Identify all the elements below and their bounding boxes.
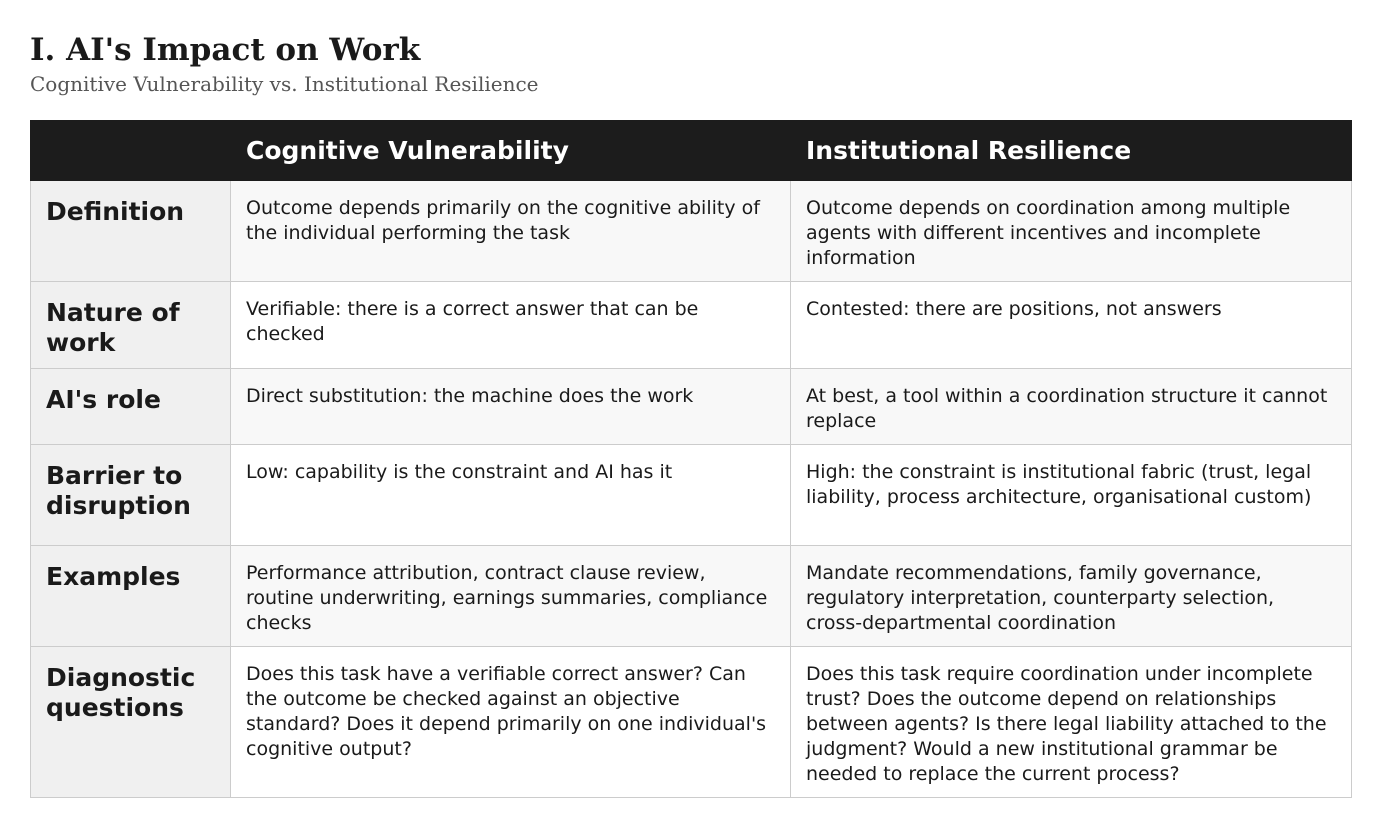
row-label: Diagnostic questions: [31, 647, 231, 798]
page-title: I. AI's Impact on Work: [30, 32, 421, 68]
row-label: AI's role: [31, 369, 231, 445]
institutional-cell: Contested: there are positions, not answers: [791, 282, 1352, 369]
table-header-row: [31, 121, 1352, 181]
institutional-cell: High: the constraint is institutional fabric (trust, legal liability, process architecture, organisational custom): [791, 445, 1352, 546]
row-label: Barrier to disruption: [31, 445, 231, 546]
institutional-cell: Mandate recommendations, family governance, regulatory interpretation, counterparty selection, cross-departmental coordination: [791, 546, 1352, 647]
institutional-cell: Outcome depends on coordination among multiple agents with different incentives and incomplete information: [791, 181, 1352, 282]
cognitive-cell: Outcome depends primarily on the cognitive ability of the individual performing the task: [231, 181, 791, 282]
row-label: Examples: [31, 546, 231, 647]
table-row: [31, 282, 1352, 369]
column-header-blank: [31, 121, 231, 181]
column-header-institutional: Institutional Resilience: [791, 121, 1352, 181]
cognitive-cell: Verifiable: there is a correct answer that can be checked: [231, 282, 791, 369]
page-subtitle: Cognitive Vulnerability vs. Institutional Resilience: [30, 72, 539, 96]
row-label: Nature of work: [31, 282, 231, 369]
cognitive-cell: Low: capability is the constraint and AI has it: [231, 445, 791, 546]
institutional-cell: Does this task require coordination under incomplete trust? Does the outcome depend on relationships between agents? Is there legal liability attached to the judgment? Would a new institutional grammar be needed to replace the current process?: [791, 647, 1352, 798]
cognitive-cell: Performance attribution, contract clause review, routine underwriting, earnings summaries, compliance checks: [231, 546, 791, 647]
column-header-cognitive: Cognitive Vulnerability: [231, 121, 791, 181]
cognitive-cell: Direct substitution: the machine does the work: [231, 369, 791, 445]
row-label: Definition: [31, 181, 231, 282]
institutional-cell: At best, a tool within a coordination structure it cannot replace: [791, 369, 1352, 445]
table-row: [31, 546, 1352, 647]
table-row: [31, 181, 1352, 282]
table-row: [31, 369, 1352, 445]
comparison-table: [30, 120, 1352, 798]
table-row: [31, 647, 1352, 798]
table-row: [31, 445, 1352, 546]
cognitive-cell: Does this task have a verifiable correct answer? Can the outcome be checked against an objective standard? Does it depend primarily on one individual's cognitive output?: [231, 647, 791, 798]
page: [30, 30, 1351, 785]
